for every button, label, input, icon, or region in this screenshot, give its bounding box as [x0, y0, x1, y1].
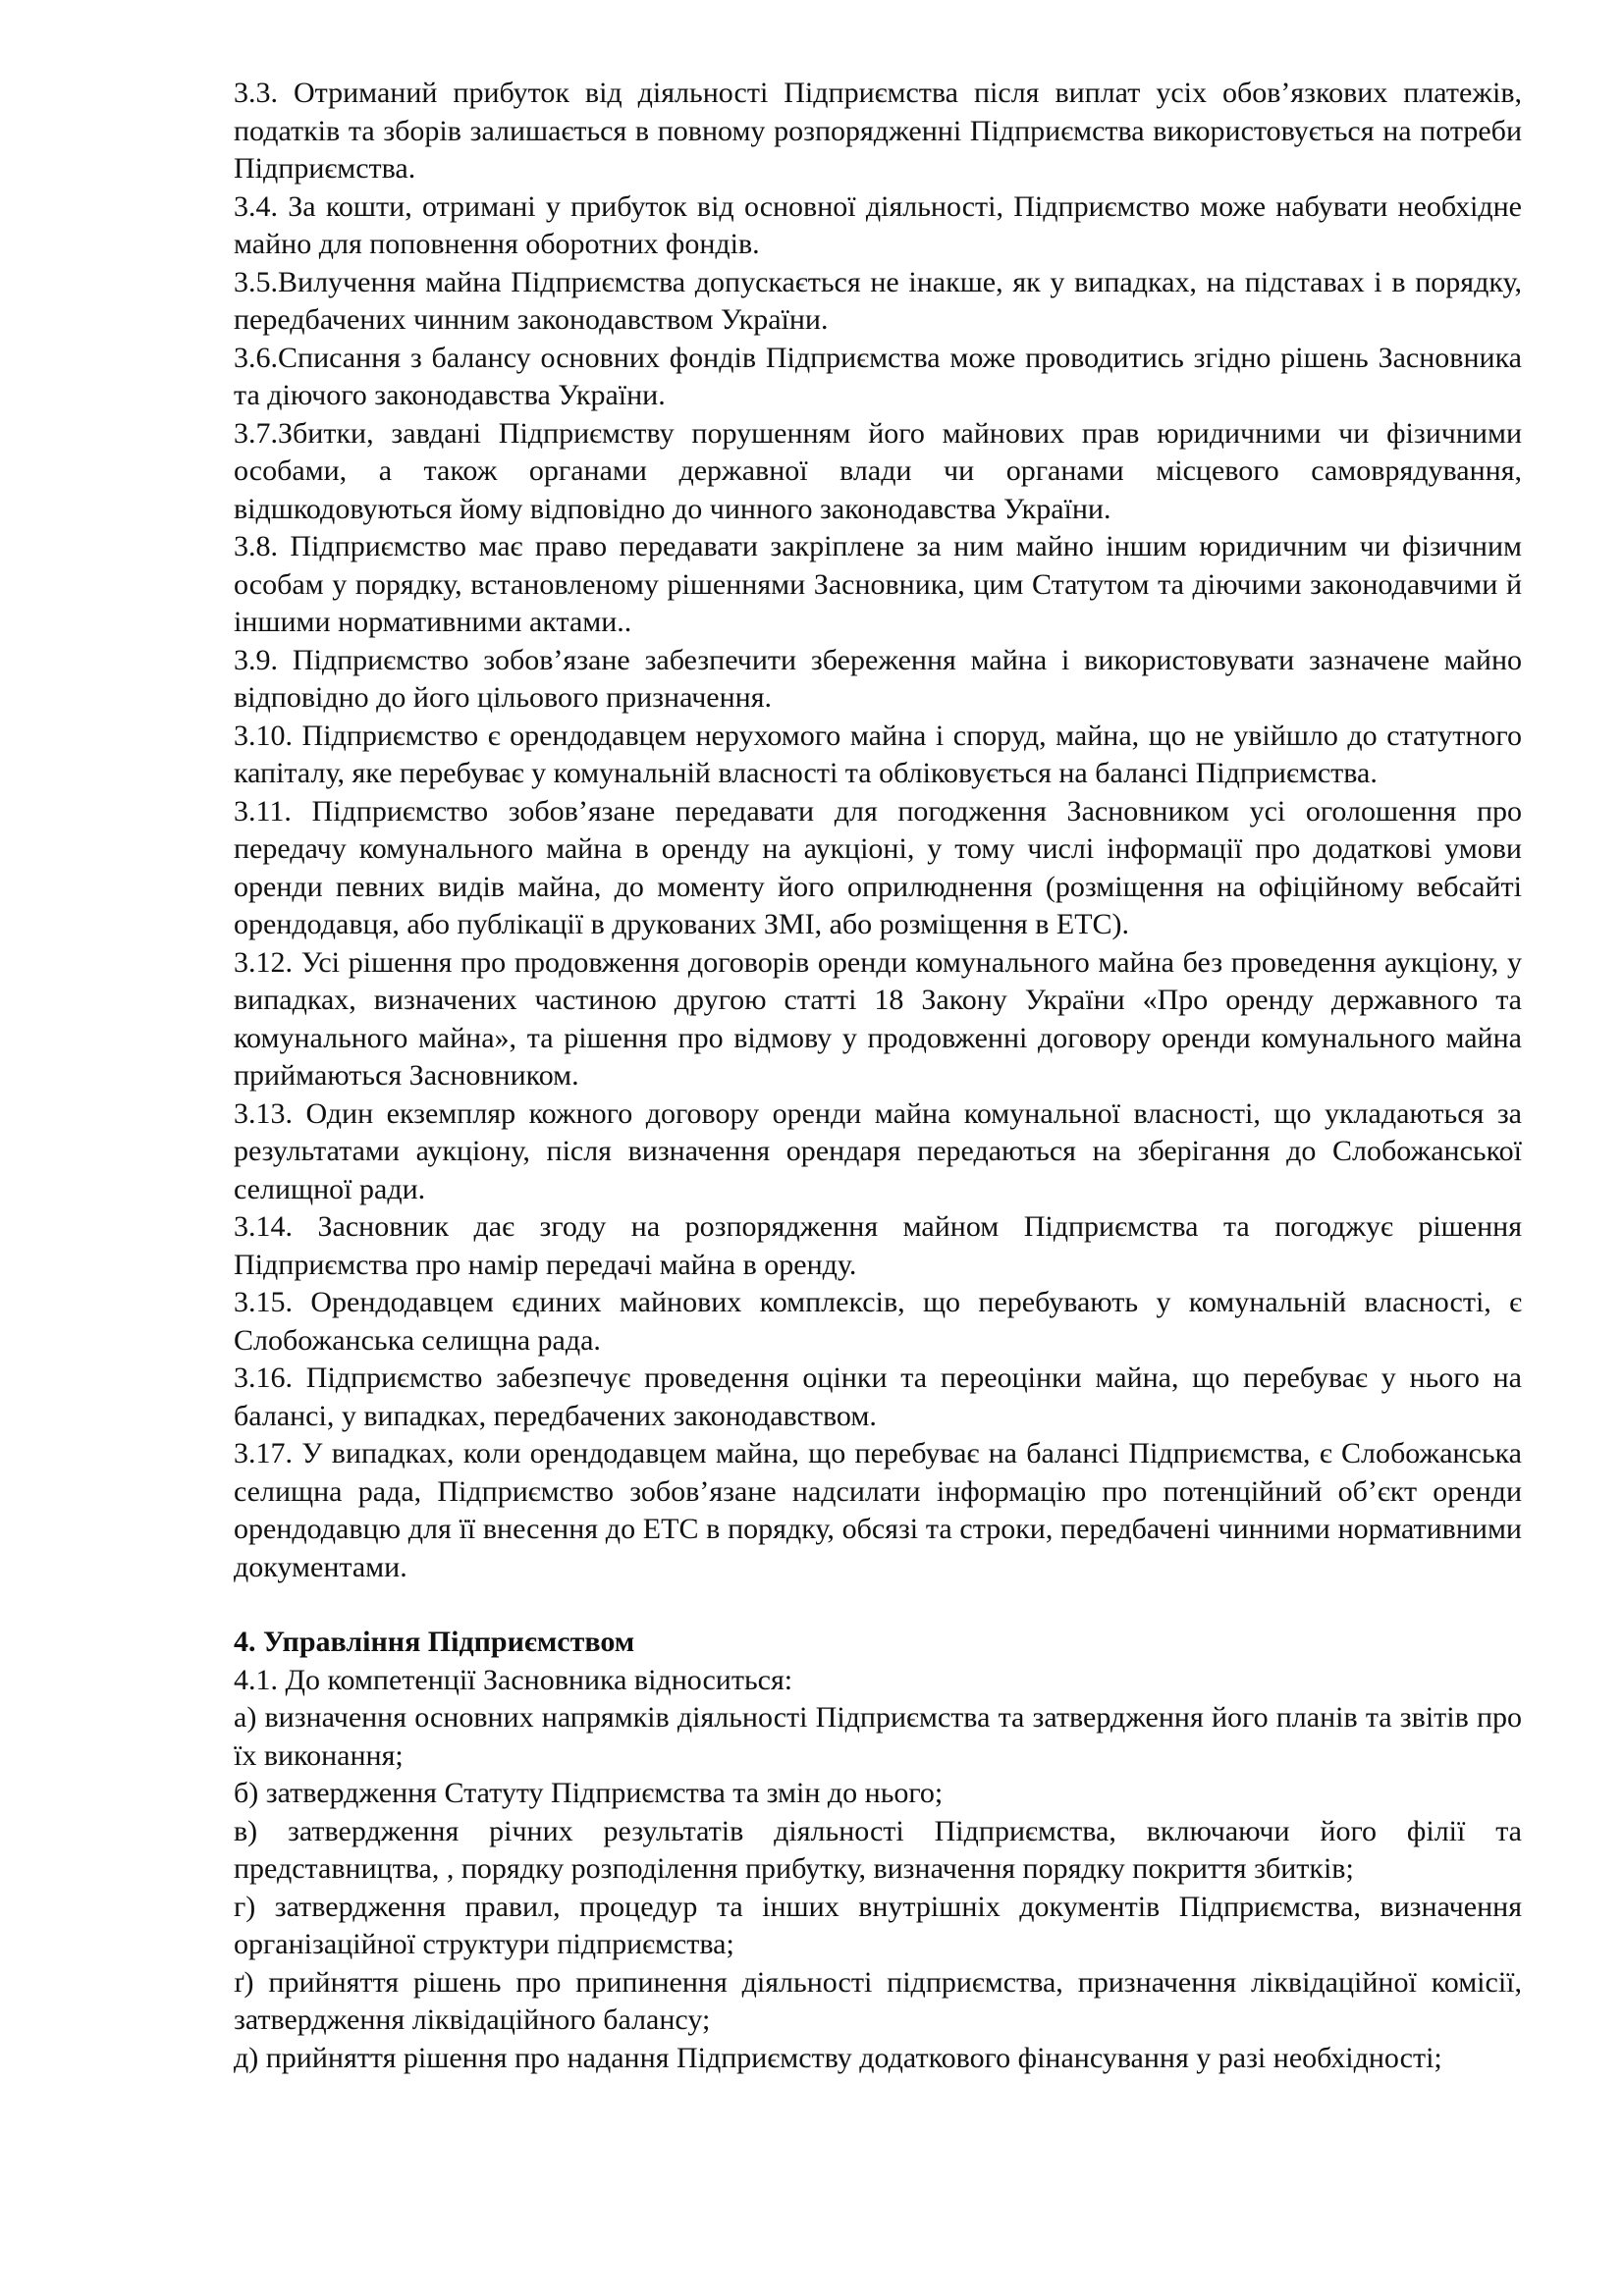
section-heading: 4. Управління Підприємством — [234, 1626, 635, 1658]
paragraph-3-17: 3.17. У випадках, коли орендодавцем майна, що перебуває на балансі Підприємства, є Слобожанська селищна рада, Підприємство зобов’язане надсилати інформацію про потенційний об’єкт оренди орендодавцю для її внесення до ЕТС в порядку, обсязі та строки, передбачені чинними нормативними документами. — [234, 1437, 1522, 1583]
list-item-g: ґ) прийняття рішень про припинення діяльності підприємства, призначення ліквідаційної комісії, затвердження ліквідаційного балансу; — [234, 1965, 1522, 2036]
paragraph-3-16: 3.16. Підприємство забезпечує проведення оцінки та переоцінки майна, що перебуває у нього на балансі, у випадках, передбачених законодавством. — [234, 1362, 1522, 1432]
paragraph-3-14: 3.14. Засновник дає згоду на розпорядження майном Підприємства та погоджує рішення Підприємства про намір передачі майна в оренду. — [234, 1210, 1522, 1281]
list-item-b: б) затвердження Статуту Підприємства та змін до нього; — [234, 1777, 944, 1809]
paragraph-3-11: 3.11. Підприємство зобов’язане передавати для погодження Засновником усі оголошення про передачу комунального майна в оренду на аукціоні, у тому числі інформації про додаткові умови оренди певних видів майна, до моменту його оприлюднення (розміщення на офіційному вебсайті орендодавця, або публікації в друкованих ЗМІ, або розміщення в ЕТС). — [234, 794, 1522, 940]
list-item-d: д) прийняття рішення про надання Підприємству додаткового фінансування у разі необхідності; — [234, 2041, 1442, 2074]
paragraph-3-9: 3.9. Підприємство зобов’язане забезпечити збереження майна і використовувати зазначене майно відповідно до його цільового призначення. — [234, 643, 1522, 714]
paragraph-3-12: 3.12. Усі рішення про продовження договорів оренди комунального майна без проведення аукціону, у випадках, визначених частиною другою статті 18 Закону України «Про оренду державного та комунального майна», та рішення про відмову у продовженні договору оренди комунального майна приймаються Засновником. — [234, 945, 1522, 1092]
list-item-a: а) визначення основних напрямків діяльності Підприємства та затвердження його планів та звітів про їх виконання; — [234, 1701, 1522, 1772]
paragraph-3-5: 3.5.Вилучення майна Підприємства допускається не інакше, як у випадках, на підставах і в порядку, передбачених чинним законодавством України. — [234, 265, 1522, 336]
list-item-h: г) затвердження правил, процедур та інших внутрішніх документів Підприємства, визначення організаційної структури підприємства; — [234, 1890, 1522, 1960]
paragraph-4-1: 4.1. До компетенції Засновника відноситься: — [234, 1663, 793, 1696]
paragraph-3-15: 3.15. Орендодавцем єдиних майнових комплексів, що перебувають у комунальній власності, є Слобожанська селищна рада. — [234, 1286, 1522, 1357]
paragraph-3-8: 3.8. Підприємство має право передавати закріплене за ним майно іншим юридичним чи фізичним особам у порядку, встановленому рішеннями Засновника, цим Статутом та діючими законодавчими й іншими нормативними актами.. — [234, 530, 1522, 638]
list-item-v: в) затвердження річних результатів діяльності Підприємства, включаючи його філії та представництва, , порядку розподілення прибутку, визначення порядку покриття збитків; — [234, 1814, 1522, 1885]
paragraph-3-13: 3.13. Один екземпляр кожного договору оренди майна комунальної власності, що укладаються за результатами аукціону, після визначення орендаря передаються на зберігання до Слобожанської селищної ради. — [234, 1096, 1522, 1205]
paragraph-3-3: 3.3. Отриманий прибуток від діяльності Підприємства після виплат усіх обов’язкових платежів, податків та зборів залишається в повному розпорядженні Підприємства використовується на потреби Підприємства. — [234, 77, 1522, 185]
paragraph-3-10: 3.10. Підприємство є орендодавцем нерухомого майна і споруд, майна, що не увійшло до статутного капіталу, яке перебуває у комунальній власності та обліковується на балансі Підприємства. — [234, 719, 1522, 789]
paragraph-3-6: 3.6.Списання з балансу основних фондів Підприємства може проводитись згідно рішень Засновника та діючого законодавства України. — [234, 341, 1522, 411]
paragraph-3-4: 3.4. За кошти, отримані у прибуток від основної діяльності, Підприємство може набувати необхідне майно для поповнення оборотних фондів. — [234, 189, 1522, 260]
document-page — [234, 75, 1522, 2077]
paragraph-3-7: 3.7.Збитки, завдані Підприємству порушенням його майнових прав юридичними чи фізичними особами, а також органами державної влади чи органами місцевого самоврядування, відшкодовуються йому відповідно до чинного законодавства України. — [234, 416, 1522, 525]
